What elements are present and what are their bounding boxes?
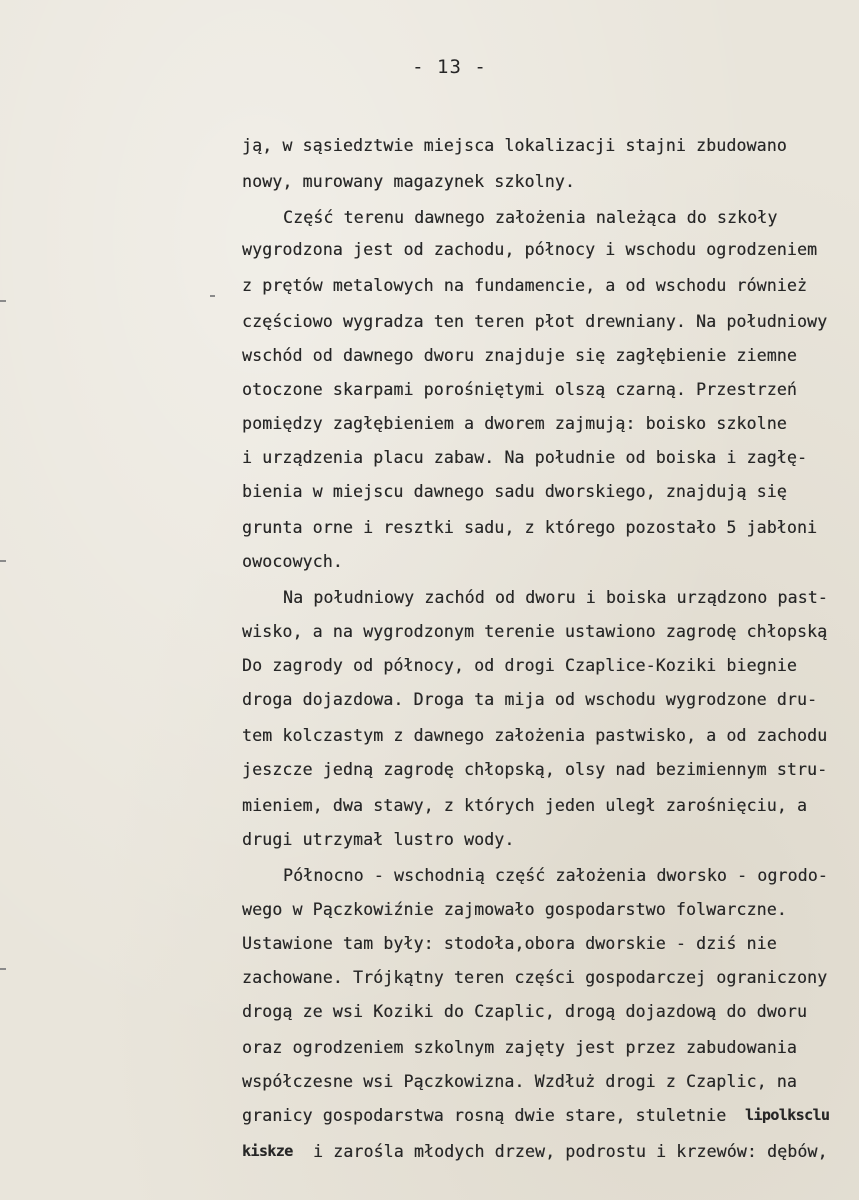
text-line: drogą ze wsi Koziki do Czaplic, drogą dojazdową do dworu [242,1002,808,1021]
text-line: owocowych. [242,552,343,571]
text-line: grunta orne i resztki sadu, z którego pozostało 5 jabłoni [242,518,818,537]
text-line: tem kolczastym z dawnego założenia pastwisko, a od zachodu [242,726,828,745]
text-line: zachowane. Trójkątny teren części gospodarczej ograniczony [242,968,828,987]
text-line: wego w Pączkowiźnie zajmowało gospodarstwo folwarczne. [242,900,787,919]
text-line: nowy, murowany magazynek szkolny. [242,172,575,191]
text-line: wisko, a na wygrodzonym terenie ustawiono zagrodę chłopską [242,622,828,641]
margin-mark [0,560,6,562]
text-line: oraz ogrodzeniem szkolnym zajęty jest przez zabudowania [242,1038,797,1057]
text-line: jeszcze jedną zagrodę chłopską, olsy nad bezimiennym stru- [242,760,828,779]
text-line: mieniem, dwa stawy, z których jeden uległ zarośnięciu, a [242,796,808,815]
text-line: Ustawione tam były: stodoła,obora dworskie - dziś nie [242,934,777,953]
text-line: otoczone skarpami porośniętymi olszą czarną. Przestrzeń [242,380,797,399]
text-line: i zarośla młodych drzew, podrostu i krzewów: dębów, [313,1142,828,1161]
margin-mark [0,300,6,302]
text-line: droga dojazdowa. Droga ta mija od wschodu wygrodzone dru- [242,690,818,709]
text-line: Północno - wschodnią część założenia dworsko - ogrodo- [283,866,828,885]
text-line: współczesne wsi Pączkowizna. Wzdłuż drogi z Czaplic, na [242,1072,797,1091]
text-line: i urządzenia placu zabaw. Na południe od boiska i zagłę- [242,448,808,467]
text-line: pomiędzy zagłębieniem a dworem zajmują: boisko szkolne [242,414,787,433]
margin-mark [210,295,215,297]
struck-word: kiskze [242,1142,293,1160]
struck-word: lipolksclu [745,1106,830,1124]
text-line: częściowo wygradza ten teren płot drewniany. Na południowy [242,312,828,331]
page-number: - 13 - [412,56,487,78]
text-line: z prętów metalowych na fundamencie, a od wschodu również [242,276,808,295]
text-line: granicy gospodarstwa rosną dwie stare, stuletnie [242,1106,727,1125]
text-line: wschód od dawnego dworu znajduje się zagłębienie ziemne [242,346,797,365]
text-line: drugi utrzymał lustro wody. [242,830,515,849]
text-line: bienia w miejscu dawnego sadu dworskiego, znajdują się [242,482,787,501]
text-line: Na południowy zachód od dworu i boiska urządzono past- [283,588,828,607]
text-line: Część terenu dawnego założenia należąca do szkoły [283,208,778,227]
margin-mark [0,968,6,970]
text-line: wygrodzona jest od zachodu, północy i wschodu ogrodzeniem [242,240,818,259]
text-line: Do zagrody od północy, od drogi Czaplice-Koziki biegnie [242,656,797,675]
text-line: ją, w sąsiedztwie miejsca lokalizacji stajni zbudowano [242,136,787,155]
